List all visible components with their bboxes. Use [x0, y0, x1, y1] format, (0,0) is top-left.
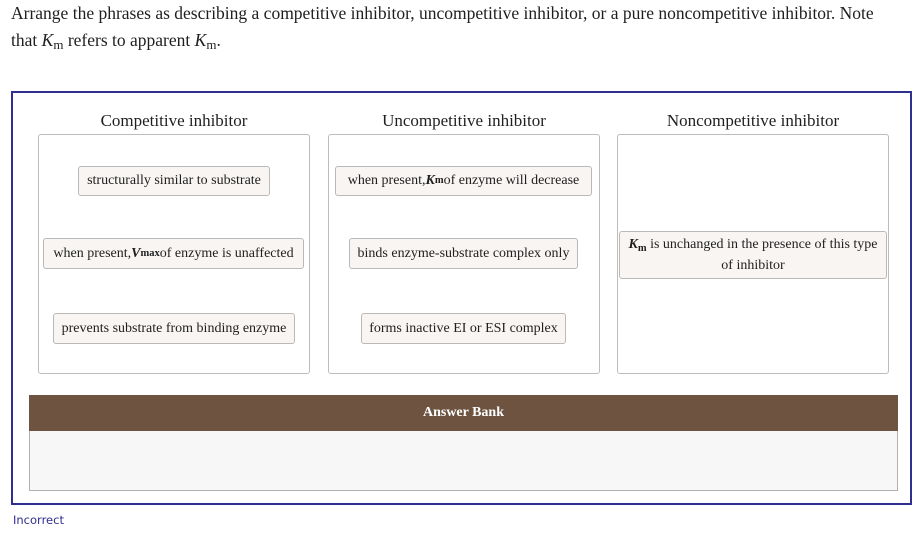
column-title-noncompetitive: Noncompetitive inhibitor [666, 111, 840, 130]
answer-chip[interactable]: forms inactive EI or ESI complex [361, 313, 566, 344]
answer-chip[interactable]: when present, V max of enzyme is unaffected [43, 238, 304, 269]
column-title-competitive: Competitive inhibitor [100, 111, 248, 130]
instructions-line-1: Arrange the phrases as describing a competitive inhibitor, uncompetitive inhibitor, or a pure noncompetitive inhibitor. Note [11, 3, 874, 23]
km-symbol: K [194, 30, 207, 50]
answer-chip[interactable]: structurally similar to substrate [78, 166, 270, 196]
question-instructions [11, 0, 911, 54]
answer-chip[interactable]: prevents substrate from binding enzyme [53, 313, 295, 344]
answer-bank-header [29, 395, 898, 431]
answer-chip[interactable]: when present, K m of enzyme will decrease [335, 166, 592, 196]
answer-bank-label: Answer Bank [422, 405, 505, 420]
column-title-uncompetitive: Uncompetitive inhibitor [382, 111, 546, 130]
km-symbol: K [41, 30, 54, 50]
answer-chip[interactable]: binds enzyme-substrate complex only [349, 238, 578, 269]
instructions-line-2: that $K_m$ refers to apparent $K_m$. [11, 30, 221, 52]
answer-bank-drop-zone[interactable] [29, 431, 898, 491]
status-feedback: Incorrect [13, 513, 64, 527]
answer-chip[interactable]: $K_m$ is unchanged in the presence of this type of inhibitor [619, 231, 887, 279]
